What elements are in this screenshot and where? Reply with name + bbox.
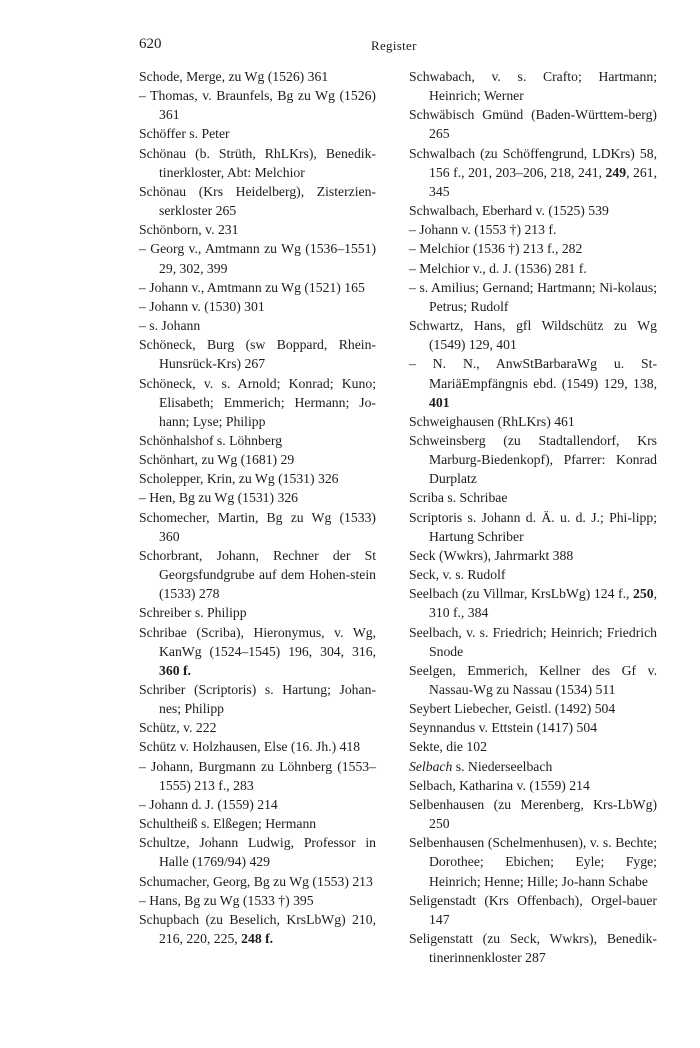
index-entry: – Johann v. (1530) 301	[139, 298, 265, 314]
index-entry: – Hen, Bg zu Wg (1531) 326	[139, 490, 299, 506]
index-entry: – Johann v. (1553 †) 213 f.	[409, 222, 557, 238]
index-entry: Schönhart, zu Wg (1681) 29	[139, 452, 295, 468]
index-entry: – s. Johann	[139, 318, 201, 334]
index-entry: Scriba s. Schribae	[409, 490, 508, 506]
index-entry: Schöffer s. Peter	[139, 126, 230, 142]
page-number: 620	[139, 36, 162, 52]
index-entry: Seelgen, Emmerich, Kellner des Gf v. Nassau-Wg zu Nassau (1534) 511	[409, 662, 657, 697]
index-entry: Schönau (Krs Heidelberg), Zisterzien-serkloster 265	[139, 183, 376, 219]
index-entry: – Hans, Bg zu Wg (1533 †) 395	[139, 892, 314, 908]
index-entry: Schwalbach, Eberhard v. (1525) 539	[409, 203, 609, 219]
index-entry: – Thomas, v. Braunfels, Bg zu Wg (1526) 361	[139, 88, 376, 123]
index-entry: Schönau (b. Strüth, RhLKrs), Benedik-tinerkloster, Abt: Melchior	[139, 145, 376, 180]
index-entry: Schwäbisch Gmünd (Baden-Württem-berg) 265	[409, 107, 657, 142]
index-entry: – Georg v., Amtmann zu Wg (1536–1551) 29, 302, 399	[139, 241, 376, 276]
index-entry: Selbenhausen (zu Merenberg, Krs-LbWg) 250	[409, 796, 657, 832]
index-entry: Schütz v. Holzhausen, Else (16. Jh.) 418	[139, 739, 361, 755]
index-entry: Schönborn, v. 231	[139, 222, 239, 238]
index-entry: Seligenstatt (zu Seck, Wwkrs), Benedik-tinerinnenkloster 287	[409, 931, 657, 966]
index-entry: Scriptoris s. Johann d. Ä. u. d. J.; Phi-lipp; Hartung Schriber	[409, 509, 657, 544]
index-entry: Schribae (Scriba), Hieronymus, v. Wg, KanWg (1524–1545) 196, 304, 316, 360 f.	[139, 624, 376, 678]
index-entry: Seck (Wwkrs), Jahrmarkt 388	[409, 547, 574, 563]
index-entry: Schumacher, Georg, Bg zu Wg (1553) 213	[139, 873, 373, 889]
index-column-left	[139, 67, 376, 948]
index-entry: Schwartz, Hans, gfl Wildschütz zu Wg (1549) 129, 401	[409, 318, 657, 353]
index-entry: Schupbach (zu Beselich, KrsLbWg) 210, 216, 220, 225, 248 f.	[139, 911, 376, 947]
index-entry: – N. N., AnwStBarbaraWg u. St-MariäEmpfängnis ebd. (1549) 129, 138, 401	[409, 356, 657, 410]
index-entry: – Johann v., Amtmann zu Wg (1521) 165	[139, 279, 365, 295]
index-entry: – Melchior (1536 †) 213 f., 282	[409, 241, 583, 257]
index-entry: – Johann d. J. (1559) 214	[139, 796, 278, 812]
page-header	[0, 0, 700, 60]
index-entry: Schultze, Johann Ludwig, Professor in Halle (1769/94) 429	[139, 835, 376, 870]
index-entry: – Melchior v., d. J. (1536) 281 f.	[409, 260, 587, 276]
index-entry: Schweinsberg (zu Stadtallendorf, Krs Marburg-Biedenkopf), Pfarrer: Konrad Durplatz	[409, 432, 657, 487]
index-entry: Schwabach, v. s. Crafto; Hartmann; Heinrich; Werner	[409, 69, 657, 104]
index-entry: Seelbach, v. s. Friedrich; Heinrich; Friedrich Snode	[409, 624, 657, 659]
index-entry: Scholepper, Krin, zu Wg (1531) 326	[139, 471, 339, 487]
index-entry: Selbach, Katharina v. (1559) 214	[409, 777, 590, 793]
index-entry: Seligenstadt (Krs Offenbach), Orgel-bauer 147	[409, 892, 657, 927]
index-entry: Schode, Merge, zu Wg (1526) 361	[139, 69, 329, 84]
index-entry: – Johann, Burgmann zu Löhnberg (1553–1555) 213 f., 283	[139, 758, 376, 793]
index-entry: Schriber (Scriptoris) s. Hartung; Johan-nes; Philipp	[139, 682, 376, 717]
index-entry: Schwalbach (zu Schöffengrund, LDKrs) 58, 156 f., 201, 203–206, 218, 241, 249, 261, 345	[409, 145, 658, 199]
index-column-right	[409, 67, 657, 967]
index-entry: Seck, v. s. Rudolf	[409, 567, 506, 583]
index-entry: – s. Amilius; Gernand; Hartmann; Ni-kolaus; Petrus; Rudolf	[409, 279, 657, 314]
index-entry: Selbenhausen (Schelmenhusen), v. s. Bechte; Dorothee; Ebichen; Eyle; Fyge; Heinrich; Henne; Hille; Jo-hann Schabe	[409, 835, 657, 889]
index-entry: Schöneck, v. s. Arnold; Konrad; Kuno; Elisabeth; Emmerich; Hermann; Jo-hann; Lyse; Philipp	[139, 375, 376, 429]
running-head: Register	[371, 38, 417, 53]
index-entry: Seynnandus v. Ettstein (1417) 504	[409, 720, 598, 736]
index-entry: Schreiber s. Philipp	[139, 605, 247, 621]
index-entry: Schorbrant, Johann, Rechner der St Georgsfundgrube auf dem Hohen-stein (1533) 278	[139, 547, 376, 602]
index-entry: Sekte, die 102	[409, 739, 487, 755]
index-entry: Selbach s. Niederseelbach	[409, 758, 553, 774]
index-entry: Seybert Liebecher, Geistl. (1492) 504	[409, 701, 616, 717]
index-entry: Schönhalshof s. Löhnberg	[139, 432, 283, 448]
index-entry: Schütz, v. 222	[139, 720, 217, 736]
index-entry: Schomecher, Martin, Bg zu Wg (1533) 360	[139, 509, 376, 544]
index-entry: Seelbach (zu Villmar, KrsLbWg) 124 f., 250, 310 f., 384	[409, 586, 657, 621]
index-entry: Schweighausen (RhLKrs) 461	[409, 413, 575, 429]
index-entry: Schultheiß s. Elßegen; Hermann	[139, 816, 317, 832]
index-entry: Schöneck, Burg (sw Boppard, Rhein-Hunsrück-Krs) 267	[139, 337, 376, 372]
